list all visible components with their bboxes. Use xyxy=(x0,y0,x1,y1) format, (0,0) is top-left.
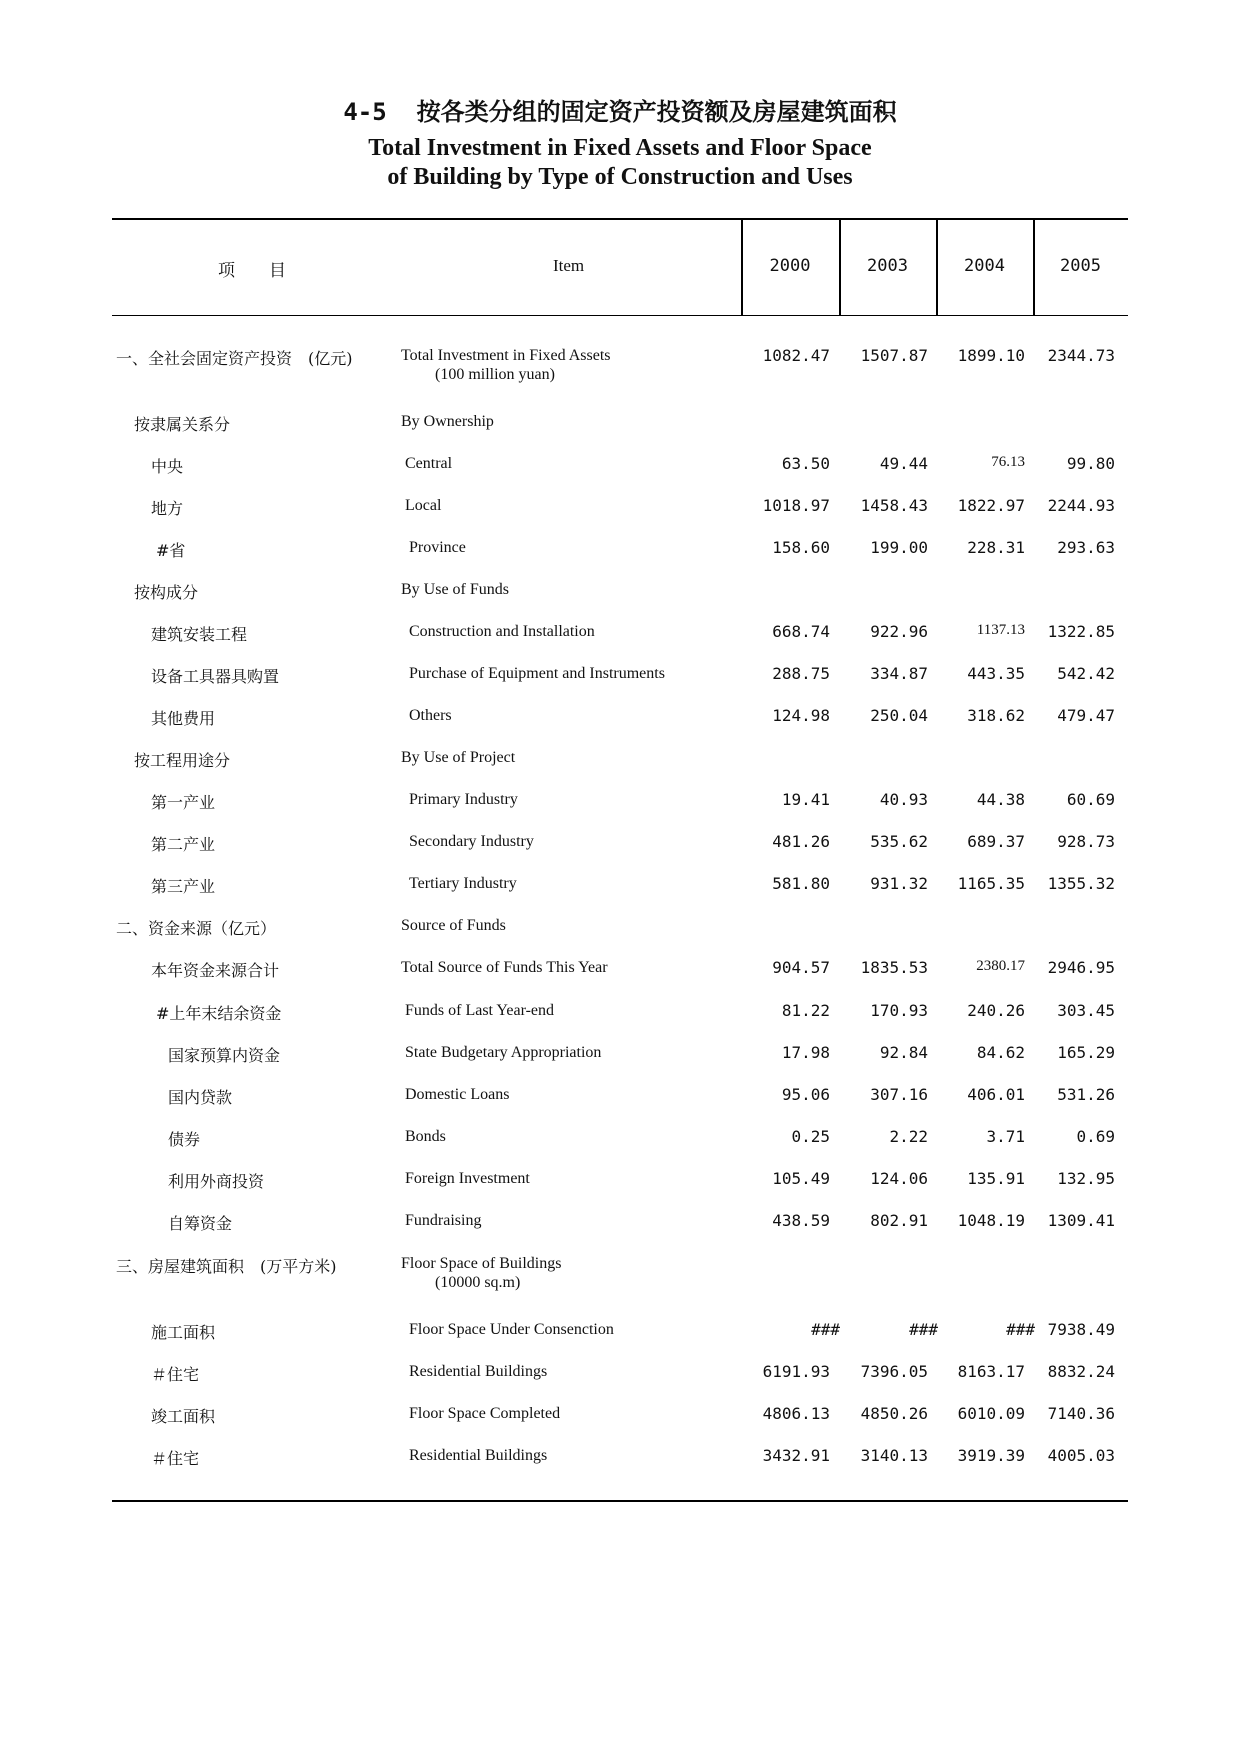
row-label-cn: 其他费用 xyxy=(151,709,216,728)
title-cn-text: 按各类分组的固定资产投资额及房屋建筑面积 xyxy=(416,97,897,126)
table-number: 4-5 xyxy=(343,98,387,126)
row-label-cn: #上年末结余资金 xyxy=(156,1004,282,1023)
table-row xyxy=(0,748,1240,778)
row-label-en: Construction and Installation xyxy=(409,623,595,640)
cell-value: 1048.19 xyxy=(957,1211,1025,1230)
cell-value: 1165.35 xyxy=(957,874,1025,893)
cell-value: 479.47 xyxy=(1057,706,1115,725)
cell-value: 124.06 xyxy=(870,1169,928,1188)
row-label-cn: 施工面积 xyxy=(151,1323,216,1342)
cell-value: 406.01 xyxy=(967,1085,1025,1104)
row-label-cn: 第三产业 xyxy=(151,877,216,896)
cell-value: 4850.26 xyxy=(860,1404,928,1423)
row-label-cn: ＃住宅 xyxy=(151,1365,200,1384)
row-label-cn: 地方 xyxy=(151,499,184,518)
row-label-cn: 本年资金来源合计 xyxy=(151,961,280,980)
cell-value: 158.60 xyxy=(772,538,830,557)
row-label-en: Bonds xyxy=(405,1128,446,1145)
header-year: 2003 xyxy=(867,256,908,276)
row-label-en: Floor Space Under Consenction xyxy=(409,1321,614,1338)
cell-value: 531.26 xyxy=(1057,1085,1115,1104)
cell-value: 542.42 xyxy=(1057,664,1115,683)
cell-value: 6010.09 xyxy=(957,1404,1025,1423)
row-label-en: Residential Buildings xyxy=(409,1363,548,1380)
cell-value: ### xyxy=(909,1320,938,1339)
cell-value: 165.29 xyxy=(1057,1043,1115,1062)
cell-value: 303.45 xyxy=(1057,1001,1115,1020)
table-row xyxy=(0,916,1240,946)
cell-value: 3140.13 xyxy=(860,1446,928,1465)
cell-value: 76.13 xyxy=(991,454,1025,470)
cell-value: 1309.41 xyxy=(1047,1211,1115,1230)
cell-value: 7938.49 xyxy=(1047,1320,1115,1339)
row-label-en: Others xyxy=(409,707,452,724)
row-label-en: Floor Space of Buildings (10000 sq.m) xyxy=(401,1255,562,1291)
cell-value: 135.91 xyxy=(967,1169,1025,1188)
row-label-en: Floor Space Completed xyxy=(409,1405,561,1422)
row-label-en: Secondary Industry xyxy=(409,833,534,850)
row-label-en: Tertiary Industry xyxy=(409,875,517,892)
table-row xyxy=(0,1127,1240,1157)
cell-value: 60.69 xyxy=(1066,790,1115,809)
table-row xyxy=(0,1169,1240,1199)
table-row xyxy=(0,790,1240,820)
table-row xyxy=(0,1320,1240,1350)
row-label-cn: 自筹资金 xyxy=(168,1214,233,1233)
cell-value: 928.73 xyxy=(1057,832,1115,851)
row-label-cn: 国内贷款 xyxy=(168,1088,233,1107)
cell-value: 1137.13 xyxy=(976,622,1025,638)
table-row xyxy=(0,664,1240,694)
table-row xyxy=(0,1404,1240,1434)
cell-value: 288.75 xyxy=(772,664,830,683)
cell-value: 7140.36 xyxy=(1047,1404,1115,1423)
header-item-cn: 项 目 xyxy=(218,261,286,281)
cell-value: 1899.10 xyxy=(957,346,1025,365)
cell-value: 132.95 xyxy=(1057,1169,1115,1188)
cell-value: 105.49 xyxy=(772,1169,830,1188)
title-en-line2: of Building by Type of Construction and Uses xyxy=(387,164,853,190)
table-top-rule xyxy=(112,218,1128,220)
page-title-en xyxy=(0,134,1240,192)
table-row xyxy=(0,874,1240,904)
cell-value: 49.44 xyxy=(879,454,928,473)
row-label-en: Domestic Loans xyxy=(405,1086,510,1103)
row-label-en: Foreign Investment xyxy=(405,1170,530,1187)
cell-value: 2946.95 xyxy=(1047,958,1115,977)
cell-value: 44.38 xyxy=(976,790,1025,809)
row-label-cn: 第二产业 xyxy=(151,835,216,854)
row-label-en: Purchase of Equipment and Instruments xyxy=(409,665,665,682)
cell-value: 3432.91 xyxy=(762,1446,830,1465)
header-year: 2004 xyxy=(964,256,1005,276)
cell-value: 63.50 xyxy=(781,454,830,473)
cell-value: 1835.53 xyxy=(860,958,928,977)
row-label-en: Province xyxy=(409,539,466,556)
cell-value: 689.37 xyxy=(967,832,1025,851)
cell-value: 668.74 xyxy=(772,622,830,641)
row-label-en: State Budgetary Appropriation xyxy=(405,1044,602,1061)
cell-value: 481.26 xyxy=(772,832,830,851)
cell-value: 199.00 xyxy=(870,538,928,557)
cell-value: 904.57 xyxy=(772,958,830,977)
row-label-cn: 设备工具器具购置 xyxy=(151,667,280,686)
cell-value: 124.98 xyxy=(772,706,830,725)
table-row xyxy=(0,412,1240,442)
row-label-cn: 一、全社会固定资产投资 (亿元) xyxy=(116,349,353,368)
cell-value: 1355.32 xyxy=(1047,874,1115,893)
table-row xyxy=(0,454,1240,484)
table-row xyxy=(0,958,1240,988)
page-title-cn xyxy=(0,92,1240,127)
cell-value: 3.71 xyxy=(986,1127,1025,1146)
table-row xyxy=(0,832,1240,862)
table-row xyxy=(0,346,1240,383)
cell-value: 334.87 xyxy=(870,664,928,683)
cell-value: 170.93 xyxy=(870,1001,928,1020)
cell-value: 228.31 xyxy=(967,538,1025,557)
row-label-cn: 竣工面积 xyxy=(151,1407,216,1426)
row-label-en: By Use of Project xyxy=(401,749,516,766)
row-label-en: Funds of Last Year-end xyxy=(405,1002,554,1019)
cell-value: 84.62 xyxy=(976,1043,1025,1062)
cell-value: 17.98 xyxy=(781,1043,830,1062)
cell-value: 931.32 xyxy=(870,874,928,893)
cell-value: 6191.93 xyxy=(762,1362,830,1381)
cell-value: 0.69 xyxy=(1076,1127,1115,1146)
row-label-cn: 建筑安装工程 xyxy=(151,625,248,644)
row-label-en: Fundraising xyxy=(405,1212,482,1229)
table-row xyxy=(0,1211,1240,1241)
cell-value: 1507.87 xyxy=(860,346,928,365)
cell-value: 443.35 xyxy=(967,664,1025,683)
header-year: 2000 xyxy=(769,256,811,276)
row-label-en: Total Source of Funds This Year xyxy=(401,959,608,976)
header-bottom-rule xyxy=(112,315,1128,316)
table-row xyxy=(0,1085,1240,1115)
title-en-line1: Total Investment in Fixed Assets and Floor Space xyxy=(368,135,872,161)
cell-value: 0.25 xyxy=(791,1127,830,1146)
row-label-cn: ＃住宅 xyxy=(151,1449,200,1468)
row-label-en: Total Investment in Fixed Assets (100 million yuan) xyxy=(401,347,611,383)
row-label-cn: 按隶属关系分 xyxy=(134,415,231,434)
cell-value: 581.80 xyxy=(772,874,830,893)
cell-value: ### xyxy=(811,1320,840,1339)
row-label-en: Central xyxy=(405,455,453,472)
cell-value: 8832.24 xyxy=(1047,1362,1115,1381)
cell-value: 2344.73 xyxy=(1047,346,1115,365)
cell-value: 1018.97 xyxy=(762,496,830,515)
cell-value: 95.06 xyxy=(781,1085,830,1104)
cell-value: 99.80 xyxy=(1066,454,1115,473)
row-label-en: Primary Industry xyxy=(409,791,518,808)
cell-value: 250.04 xyxy=(870,706,928,725)
cell-value: 438.59 xyxy=(772,1211,830,1230)
cell-value: 40.93 xyxy=(879,790,928,809)
row-label-cn: 三、房屋建筑面积 (万平方米) xyxy=(116,1257,337,1276)
cell-value: 2.22 xyxy=(889,1127,928,1146)
row-label-cn: 国家预算内资金 xyxy=(168,1046,281,1065)
cell-value: 19.41 xyxy=(781,790,830,809)
cell-value: 2380.17 xyxy=(976,958,1025,974)
cell-value: 81.22 xyxy=(781,1001,830,1020)
cell-value: 2244.93 xyxy=(1047,496,1115,515)
cell-value: 1082.47 xyxy=(762,346,830,365)
table-row xyxy=(0,1446,1240,1476)
cell-value: 240.26 xyxy=(967,1001,1025,1020)
table-row xyxy=(0,706,1240,736)
table-row xyxy=(0,1254,1240,1298)
row-label-en: By Use of Funds xyxy=(401,581,510,598)
row-label-cn: 利用外商投资 xyxy=(168,1172,265,1191)
cell-value: 535.62 xyxy=(870,832,928,851)
row-label-en: Local xyxy=(405,497,442,514)
cell-value: 4806.13 xyxy=(762,1404,830,1423)
row-label-cn: 第一产业 xyxy=(151,793,216,812)
header-item-en: Item xyxy=(553,256,585,275)
cell-value: 92.84 xyxy=(879,1043,928,1062)
cell-value: 293.63 xyxy=(1057,538,1115,557)
row-label-cn: 二、资金来源（亿元） xyxy=(116,919,277,938)
table-row xyxy=(0,538,1240,568)
cell-value: 3919.39 xyxy=(957,1446,1025,1465)
row-label-cn: #省 xyxy=(156,541,186,560)
table-row xyxy=(0,1001,1240,1031)
cell-value: ### xyxy=(1006,1320,1035,1339)
table-bottom-rule xyxy=(112,1500,1128,1502)
cell-value: 1458.43 xyxy=(860,496,928,515)
cell-value: 318.62 xyxy=(967,706,1025,725)
row-label-en: By Ownership xyxy=(401,413,494,430)
row-label-en: Source of Funds xyxy=(401,917,506,934)
cell-value: 1322.85 xyxy=(1047,622,1115,641)
table-row xyxy=(0,622,1240,652)
cell-value: 922.96 xyxy=(870,622,928,641)
row-label-cn: 中央 xyxy=(151,457,184,476)
table-row xyxy=(0,1362,1240,1392)
row-label-cn: 债券 xyxy=(168,1130,201,1149)
cell-value: 802.91 xyxy=(870,1211,928,1230)
cell-value: 1822.97 xyxy=(957,496,1025,515)
cell-value: 7396.05 xyxy=(860,1362,928,1381)
table-row xyxy=(0,496,1240,526)
table-row xyxy=(0,580,1240,610)
cell-value: 4005.03 xyxy=(1047,1446,1115,1465)
cell-value: 8163.17 xyxy=(957,1362,1025,1381)
row-label-cn: 按构成分 xyxy=(134,583,199,602)
row-label-en: Residential Buildings xyxy=(409,1447,548,1464)
row-label-cn: 按工程用途分 xyxy=(134,751,231,770)
table-row xyxy=(0,1043,1240,1073)
header-year: 2005 xyxy=(1060,256,1101,276)
cell-value: 307.16 xyxy=(870,1085,928,1104)
